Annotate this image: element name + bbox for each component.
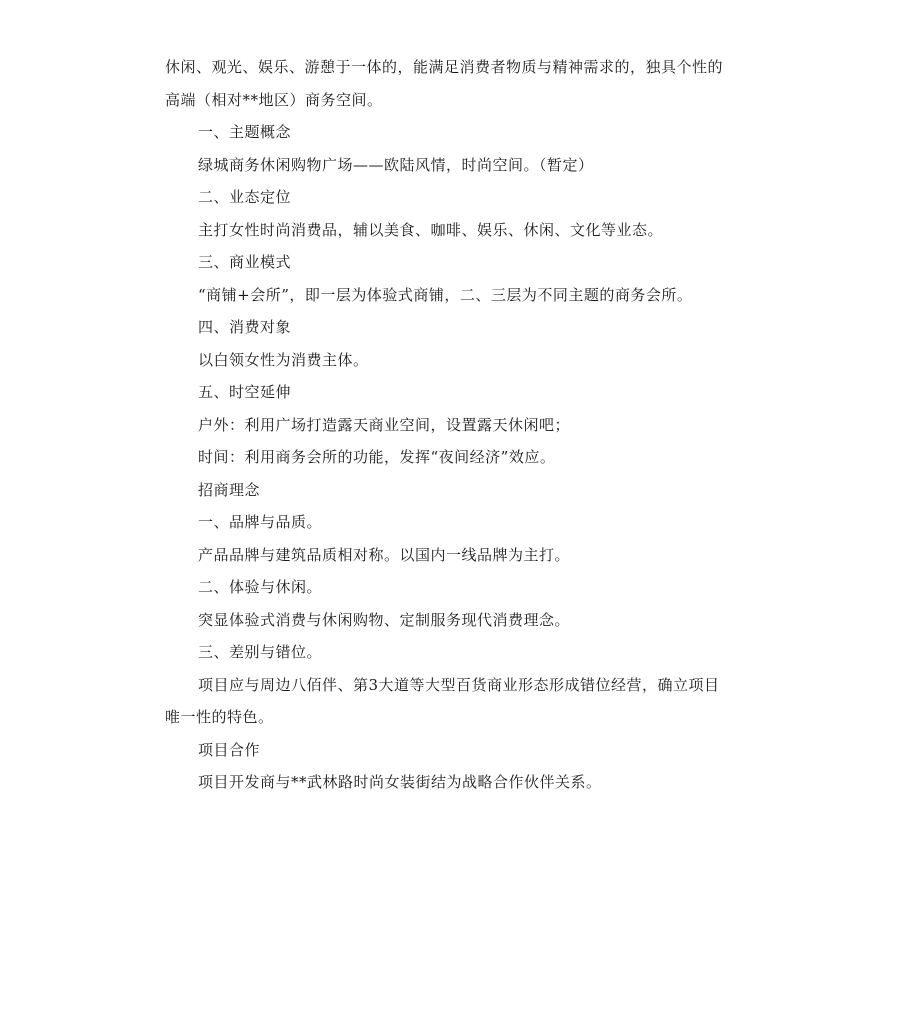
section-heading: 一、品牌与品质。 [198, 513, 323, 531]
section-heading: 四、消费对象 [198, 318, 292, 336]
section-heading: 招商理念 [198, 481, 261, 499]
section-heading: 一、主题概念 [198, 123, 292, 141]
paragraph-line: 项目开发商与**武林路时尚女装街结为战略合作伙伴关系。 [198, 773, 602, 791]
paragraph-line: 主打女性时尚消费品，辅以美食、咖啡、娱乐、休闲、文化等业态。 [198, 221, 664, 239]
section-heading: 二、业态定位 [198, 188, 292, 206]
section-heading: 五、时空延伸 [198, 383, 292, 401]
section-heading: 三、差别与错位。 [198, 643, 323, 661]
section-heading: 项目合作 [198, 741, 261, 759]
paragraph-line: 时间：利用商务会所的功能，发挥“夜间经济”效应。 [198, 448, 556, 466]
paragraph-line: 项目应与周边八佰伴、第3大道等大型百货商业形态形成错位经营，确立项目 [198, 676, 720, 694]
paragraph-line: 户外：利用广场打造露天商业空间，设置露天休闲吧； [198, 416, 571, 434]
paragraph-line: 休闲、观光、娱乐、游憩于一体的，能满足消费者物质与精神需求的，独具个性的 [165, 58, 724, 76]
paragraph-line: 以白领女性为消费主体。 [198, 351, 369, 369]
paragraph-line: 绿城商务休闲购物广场——欧陆风情，时尚空间。（暂定） [198, 156, 594, 174]
paragraph-line: 唯一性的特色。 [165, 708, 274, 726]
paragraph-line: 突显体验式消费与休闲购物、定制服务现代消费理念。 [198, 611, 571, 629]
section-heading: 三、商业模式 [198, 253, 292, 271]
paragraph-line: 高端（相对**地区）商务空间。 [165, 91, 383, 109]
paragraph-line: “商铺+会所”，即一层为体验式商铺，二、三层为不同主题的商务会所。 [198, 286, 693, 304]
section-heading: 二、体验与休闲。 [198, 578, 323, 596]
paragraph-line: 产品品牌与建筑品质相对称。以国内一线品牌为主打。 [198, 546, 571, 564]
